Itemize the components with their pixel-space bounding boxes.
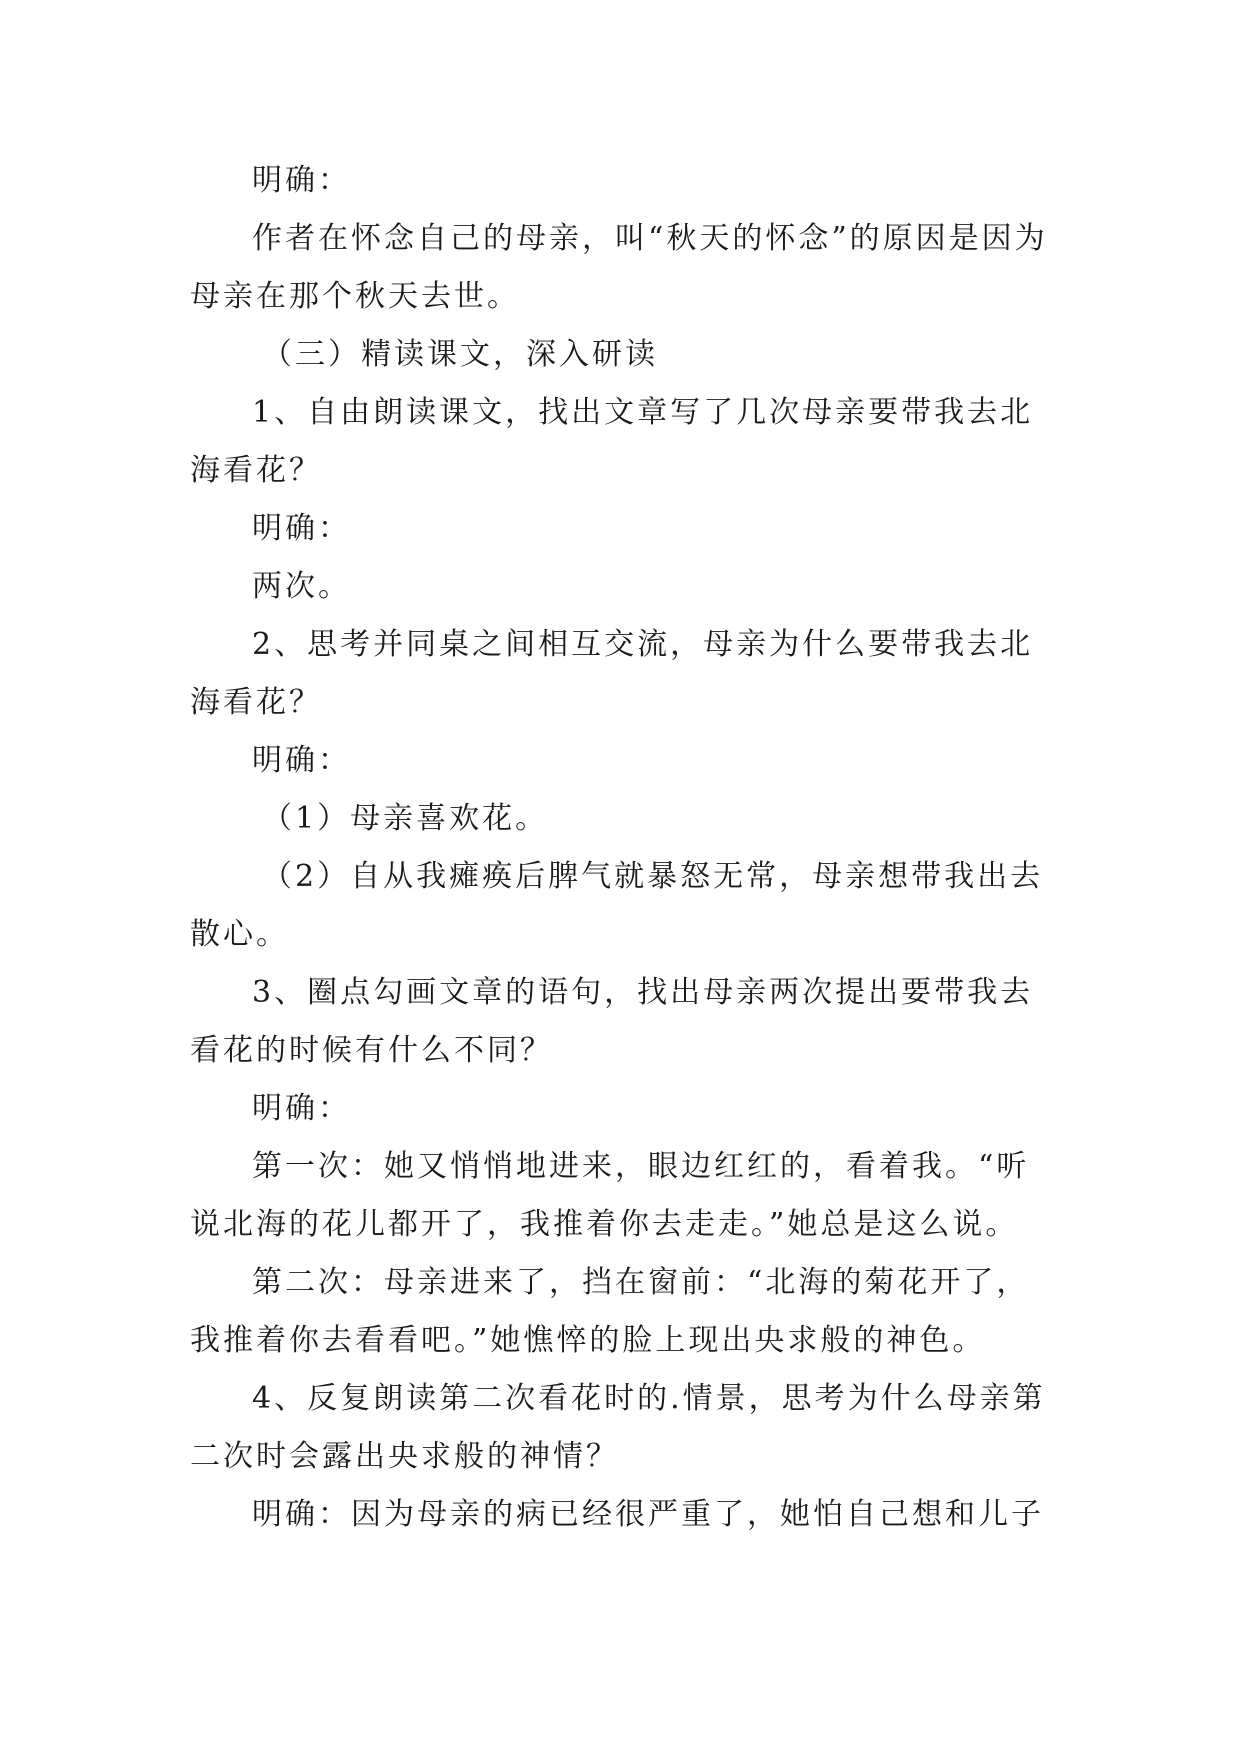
paragraph: 明确： (252, 1091, 351, 1126)
paragraph: 明确： (252, 743, 351, 778)
paragraph: 第一次：她又悄悄地进来，眼边红红的，看着我。“听说北海的花儿都开了，我推着你去走走。”她总是这么说。 (190, 1149, 1030, 1242)
paragraph: 明确：因为母亲的病已经很严重了，她怕自己想和儿子 (252, 1497, 1044, 1532)
question: 1、自由朗读课文，找出文章写了几次母亲要带我去北海看花？ (190, 395, 1034, 488)
question: 4、反复朗读第二次看花时的.情景，思考为什么母亲第二次时会露出央求般的神情？ (190, 1381, 1046, 1474)
question: 3、圈点勾画文章的语句，找出母亲两次提出要带我去看花的时候有什么不同？ (190, 975, 1034, 1068)
paragraph: 明确： (252, 163, 351, 198)
question: 2、思考并同桌之间相互交流，母亲为什么要带我去北海看花？ (190, 627, 1034, 720)
paragraph: 作者在怀念自己的母亲，叫“秋天的怀念”的原因是因为母亲在那个秋天去世。 (190, 221, 1048, 314)
paragraph: 明确： (252, 511, 351, 546)
document-body (190, 152, 1050, 1544)
list-item: （1）母亲喜欢花。 (262, 801, 549, 836)
paragraph: 两次。 (252, 569, 351, 604)
list-item: （2）自从我瘫痪后脾气就暴怒无常，母亲想带我出去散心。 (190, 859, 1044, 952)
paragraph: 第二次：母亲进来了，挡在窗前：“北海的菊花开了，我推着你去看看吧。”她憔悴的脸上现出央求般的神色。 (190, 1265, 1030, 1358)
section-heading: （三）精读课文，深入研读 (262, 337, 658, 372)
